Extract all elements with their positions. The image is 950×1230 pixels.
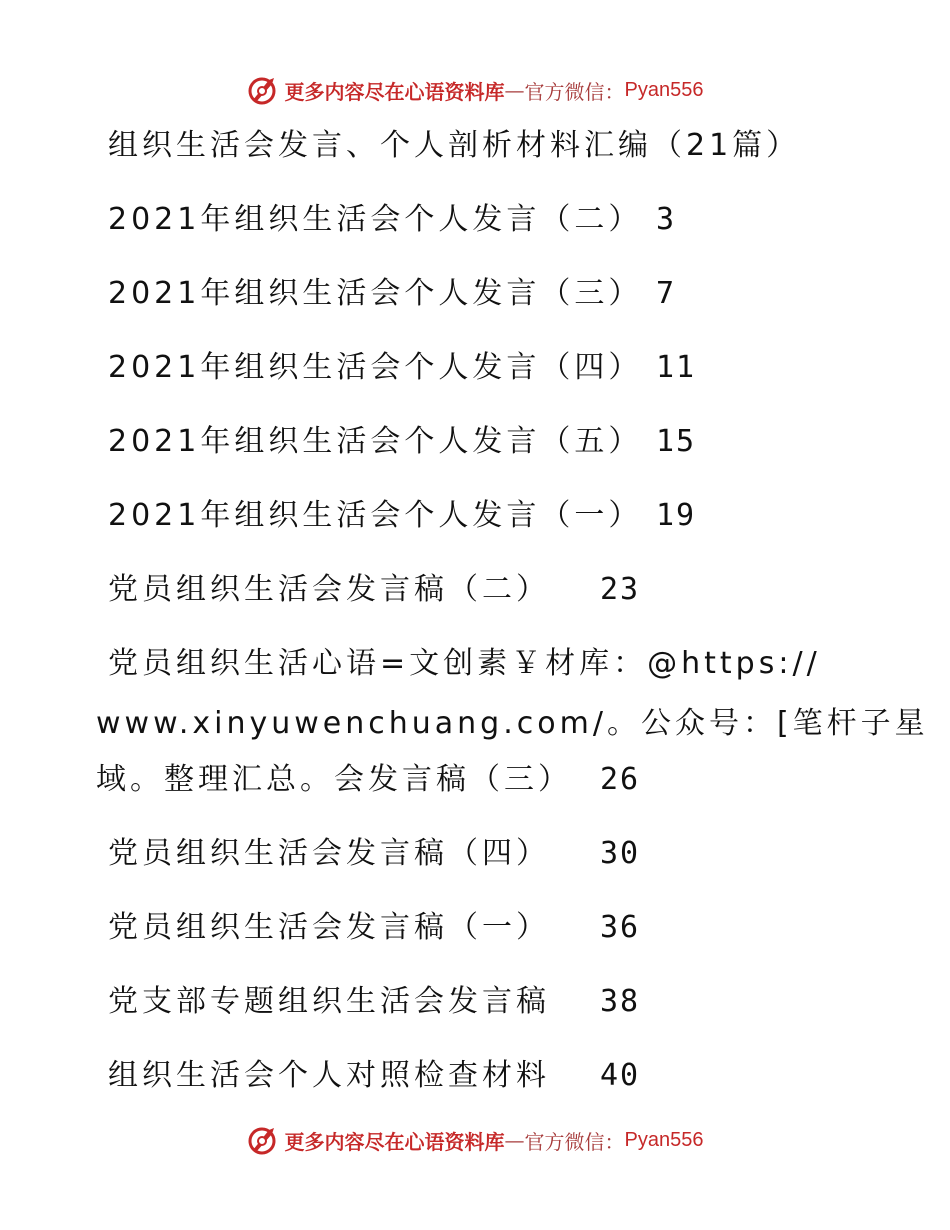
brand-sub-text: 官方微信： [524,1129,625,1154]
toc-entry-page: 19 [656,498,697,533]
toc-entry-page: 23 [600,572,641,607]
brand-dash: — [504,1128,525,1152]
toc-entry-title: 党支部专题组织生活会发言稿 [108,984,550,1019]
toc-entry-page: 26 [600,762,641,797]
toc-entry-title: 2021年组织生活会个人发言（三） [108,276,643,311]
brand-main-text: 更多内容尽在心语资料库 [284,79,505,104]
toc-entry-page: 40 [600,1058,641,1093]
watermark-entry-line-3: 域。整理汇总。会发言稿（三） [96,762,572,797]
toc-entry-page: 15 [656,424,697,459]
watermark-entry-line-1: 党员组织生活心语=文创素￥材库：@https:// [108,646,821,681]
toc-entry-title: 党员组织生活会发言稿（一） [108,910,550,945]
brand-wechat-id: Pyan556 [624,1128,704,1151]
brand-wechat-id: Pyan556 [624,78,704,101]
brush-seal-icon [247,1124,279,1156]
toc-entry-page: 30 [600,836,641,871]
header-brand-bar [0,70,950,110]
toc-entry-page: 3 [656,202,677,237]
brush-seal-icon [247,74,279,106]
brand-sub-text: 官方微信： [524,79,625,104]
toc-entry-page: 36 [600,910,641,945]
toc-entry-title: 组织生活会个人对照检查材料 [108,1058,550,1093]
toc-entry-title: 2021年组织生活会个人发言（四） [108,350,643,385]
document-title: 组织生活会发言、个人剖析材料汇编（21篇） [108,128,801,163]
toc-entry-title: 党员组织生活会发言稿（二） [108,572,550,607]
brand-dash: — [504,78,525,102]
toc-entry-page: 11 [656,350,697,385]
brand-main-text: 更多内容尽在心语资料库 [284,1129,505,1154]
watermark-entry-line-2: www.xinyuwenchuang.com/。公众号：[笔杆子星 [96,706,929,741]
toc-entry-title: 2021年组织生活会个人发言（二） [108,202,643,237]
toc-entry-page: 7 [656,276,677,311]
toc-entry-page: 38 [600,984,641,1019]
toc-entry-title: 2021年组织生活会个人发言（一） [108,498,643,533]
footer-brand-bar [0,1120,950,1160]
toc-entry-title: 2021年组织生活会个人发言（五） [108,424,643,459]
toc-entry-title: 党员组织生活会发言稿（四） [108,836,550,871]
